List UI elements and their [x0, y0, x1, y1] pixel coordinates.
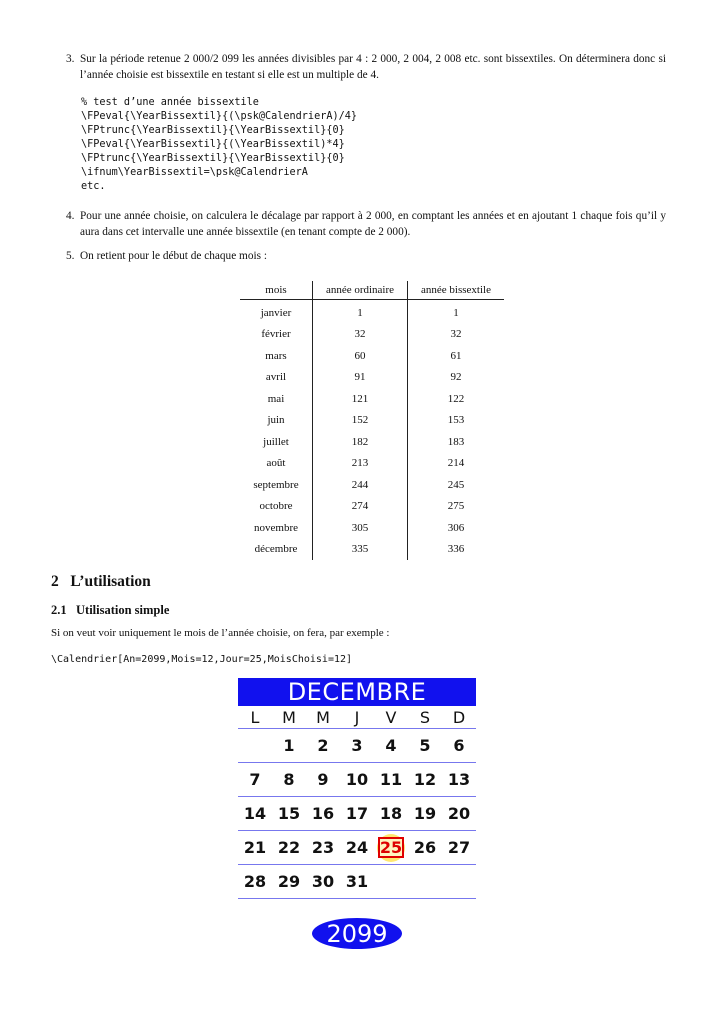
- list-item-3: [66, 52, 666, 83]
- table-row: [240, 431, 504, 453]
- table-row: [240, 345, 504, 367]
- section-heading: [51, 573, 151, 591]
- section-title: L’utilisation: [70, 573, 151, 590]
- calendar-day: 5: [419, 736, 431, 755]
- list-item-5: [66, 249, 666, 265]
- calendar-grid: [238, 729, 476, 899]
- calendar-day: 10: [345, 770, 369, 789]
- subsection-number: 2.1: [51, 603, 67, 617]
- calendar-day-empty: [238, 729, 272, 762]
- calendar-week-row: [238, 797, 476, 831]
- table-cell: 183: [447, 435, 465, 448]
- calendar-day: 4: [385, 736, 397, 755]
- subsection-heading: [51, 603, 169, 618]
- calendar-week-row: [238, 865, 476, 899]
- table-cell: 60: [313, 345, 408, 367]
- calendar-day: 19: [413, 804, 437, 823]
- calendar-day: 24: [345, 838, 369, 857]
- weekday-label: S: [419, 708, 431, 727]
- code-line: \ifnum\YearBissextil=\psk@CalendrierA: [81, 167, 308, 178]
- table-row: [240, 367, 504, 389]
- table-cell: 152: [313, 410, 408, 432]
- column-header-bissextile: année bissextile: [408, 281, 505, 300]
- weekday-label: L: [250, 708, 260, 727]
- calendar: [238, 678, 476, 899]
- table-cell: juin: [240, 410, 313, 432]
- table-row: [240, 453, 504, 475]
- calendar-day: 14: [243, 804, 267, 823]
- calendar-day: 13: [447, 770, 471, 789]
- table-cell: avril: [240, 367, 313, 389]
- table-row: [240, 410, 504, 432]
- weekday-label: M: [316, 708, 330, 727]
- column-header-mois: mois: [240, 281, 313, 300]
- table-row: [240, 496, 504, 518]
- table-cell: 1: [453, 306, 459, 319]
- month-offset-table: [240, 281, 504, 560]
- table-cell: décembre: [240, 539, 313, 561]
- table-cell: 153: [447, 414, 465, 427]
- calendar-week-row: [238, 763, 476, 797]
- table-cell: octobre: [240, 496, 313, 518]
- table-row: [240, 474, 504, 496]
- table-cell: août: [240, 453, 313, 475]
- calendar-day: 16: [311, 804, 335, 823]
- table-row: [240, 539, 504, 561]
- table-cell: 61: [450, 349, 462, 362]
- table-cell: novembre: [240, 517, 313, 539]
- calendar-month-title: DECEMBRE: [238, 678, 476, 706]
- list-item-number: 4.: [66, 210, 75, 222]
- calendar-day-chosen: [374, 831, 408, 864]
- calendar-day: 17: [345, 804, 369, 823]
- table-cell: 305: [313, 517, 408, 539]
- calendar-day: 8: [283, 770, 295, 789]
- code-line: % test d’une année bissextile: [81, 97, 259, 108]
- command-example: \Calendrier[An=2099,Mois=12,Jour=25,MoisChoisi=12]: [51, 654, 353, 665]
- table-cell: 336: [447, 543, 465, 556]
- table-row: [240, 300, 504, 324]
- section-number: 2: [51, 573, 59, 590]
- table-row: [240, 388, 504, 410]
- weekday-label: J: [354, 708, 360, 727]
- calendar-week-row: [238, 831, 476, 865]
- column-header-ordinaire: année ordinaire: [313, 281, 408, 300]
- table-cell: 32: [450, 328, 462, 341]
- table-cell: 122: [447, 392, 465, 405]
- list-item-text: Pour une année choisie, on calculera le décalage par rapport à 2 000, en comptant les années et en ajoutant 1 chaque fois qu’il y aura dans cet intervalle une année bissextile (en tenant compte de 2 000).: [80, 210, 666, 238]
- table-row: [240, 517, 504, 539]
- code-line: \FPtrunc{\YearBissextil}{\YearBissextil}{0}: [81, 153, 345, 164]
- table-cell: 121: [313, 388, 408, 410]
- list-item-number: 3.: [66, 53, 75, 65]
- calendar-day: 26: [413, 838, 437, 857]
- table-cell: mai: [240, 388, 313, 410]
- calendar-day: 28: [243, 872, 267, 891]
- table-cell: 244: [313, 474, 408, 496]
- code-block: [81, 96, 357, 194]
- table-cell: 245: [447, 478, 465, 491]
- table-cell: 91: [313, 367, 408, 389]
- calendar-week-row: [238, 729, 476, 763]
- table-cell: 182: [313, 431, 408, 453]
- calendar-day: 7: [249, 770, 261, 789]
- list-item-text: Sur la période retenue 2 000/2 099 les années divisibles par 4 : 2 000, 2 004, 2 008 etc. sont bissextiles. On déterminera donc si l’année choisie est bissextile en testant si elle est un multiple de 4.: [80, 53, 666, 81]
- calendar-day: 30: [311, 872, 335, 891]
- calendar-day: 1: [283, 736, 295, 755]
- calendar-day: 9: [317, 770, 329, 789]
- table-cell: septembre: [240, 474, 313, 496]
- table-cell: février: [240, 324, 313, 346]
- table-body: [240, 300, 504, 561]
- calendar-day: 3: [351, 736, 363, 755]
- calendar-day: 29: [277, 872, 301, 891]
- table-cell: 306: [447, 521, 465, 534]
- calendar-day: 27: [447, 838, 471, 857]
- table-header-row: [240, 281, 504, 300]
- calendar-day-empty: [374, 865, 408, 898]
- code-line: \FPeval{\YearBissextil}{(\psk@CalendrierA)/4}: [81, 111, 358, 122]
- calendar-day: 18: [379, 804, 403, 823]
- code-line: etc.: [81, 181, 106, 192]
- table-cell: 274: [313, 496, 408, 518]
- calendar-day: 15: [277, 804, 301, 823]
- calendar-weekday-header: [238, 706, 476, 729]
- weekday-label: M: [282, 708, 296, 727]
- calendar-day: 2: [317, 736, 329, 755]
- code-line: \FPeval{\YearBissextil}{(\YearBissextil)*4}: [81, 139, 345, 150]
- table-cell: 92: [450, 371, 462, 384]
- table-cell: 1: [313, 300, 408, 324]
- calendar-day: 22: [277, 838, 301, 857]
- table-cell: janvier: [240, 300, 313, 324]
- calendar-day: 21: [243, 838, 267, 857]
- table-row: [240, 324, 504, 346]
- table-cell: 335: [313, 539, 408, 561]
- code-line: \FPtrunc{\YearBissextil}{\YearBissextil}{0}: [81, 125, 345, 136]
- calendar-day: 23: [311, 838, 335, 857]
- table-cell: 32: [313, 324, 408, 346]
- calendar-day-empty: [442, 865, 476, 898]
- table-cell: 275: [447, 500, 465, 513]
- weekday-label: V: [385, 708, 397, 727]
- list-item-text: On retient pour le début de chaque mois :: [80, 250, 267, 262]
- calendar-day: 12: [413, 770, 437, 789]
- intro-paragraph: Si on veut voir uniquement le mois de l’année choisie, on fera, par exemple :: [51, 627, 390, 639]
- table-cell: juillet: [240, 431, 313, 453]
- calendar-day-empty: [408, 865, 442, 898]
- list-item-4: [66, 209, 666, 240]
- calendar-day: 6: [453, 736, 465, 755]
- calendar-day: 11: [379, 770, 403, 789]
- calendar-day: 31: [345, 872, 369, 891]
- list-item-number: 5.: [66, 250, 75, 262]
- calendar-year-badge: 2099: [312, 918, 402, 949]
- calendar-day: 20: [447, 804, 471, 823]
- calendar-day-number: 25: [379, 838, 403, 857]
- table-cell: 214: [447, 457, 465, 470]
- subsection-title: Utilisation simple: [76, 603, 170, 617]
- weekday-label: D: [452, 708, 466, 727]
- table-cell: mars: [240, 345, 313, 367]
- table-cell: 213: [313, 453, 408, 475]
